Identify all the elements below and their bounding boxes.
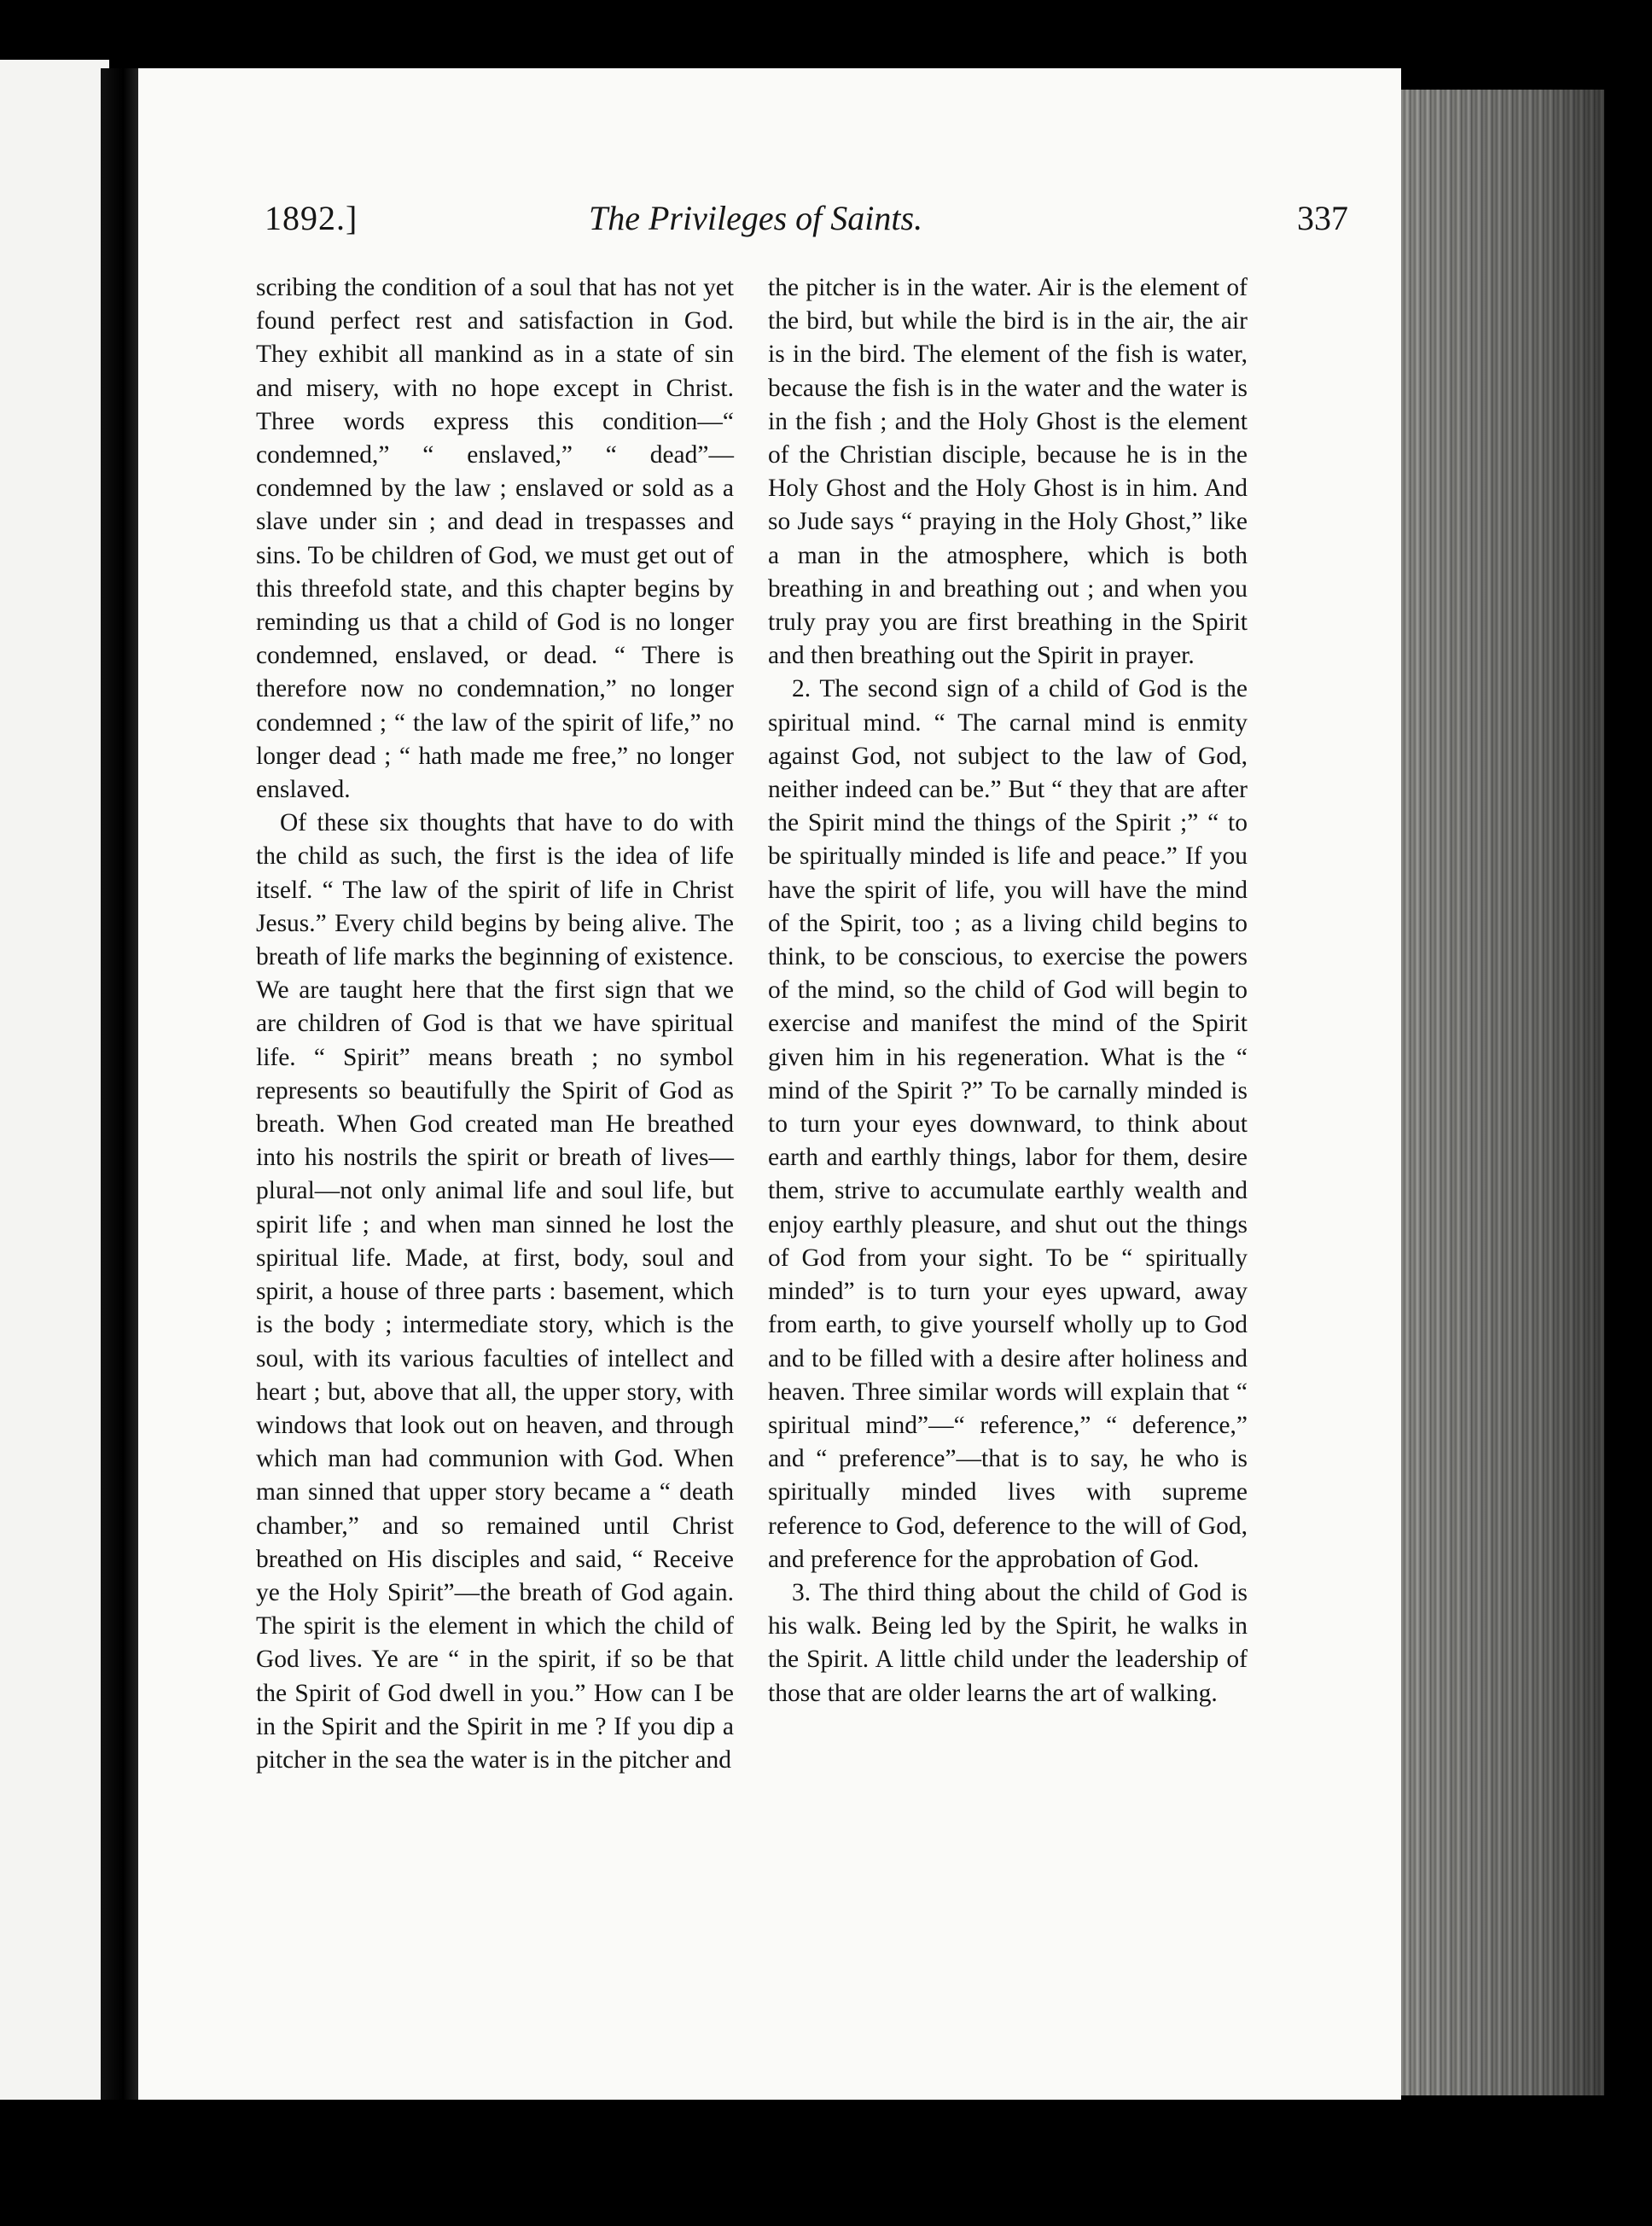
paragraph: 2. The second sign of a child of God is the spiritual mind. “ The carnal mind is enmity against God, not subject to the law of God, neither indeed can be.” But “ they that are after the Spirit mind the things of the Spirit ;” “ to be spiritually minded is life and peace.” If you have the spirit of life, you will have the mind of the Spirit, too ; as a living child begins to think, to be conscious, to exercise the powers of the mind, so the child of God will begin to exercise and manifest the mind of the Spirit given him in his regeneration. What is the “ mind of the Spirit ?” To be carnally minded is to turn your eyes downward, to think about earth and earthly things, labor for them, desire them, strive to accumulate earthly wealth and enjoy earthly pleasure, and shut out the things of God from your sight. To be “ spiritually minded” is to turn your eyes upward, away from earth, to give yourself wholly up to God and to be filled with a desire after holiness and heaven. Three similar words will explain that “ spiritual mind”—“ reference,” “ deference,” and “ preference”—that is to say, he who is spiritually minded lives with supreme reference to God, deference to the will of God, and preference for the approbation of God. — [768, 675, 1248, 1573]
running-title: The Privileges of Saints. — [589, 199, 923, 237]
paragraph: the pitcher is in the water. Air is the element of the bird, but while the bird is in the air, the air is in the bird. The element of the fish is water, because the fish is in the water and the water is in the fish ; and the Holy Ghost is the element of the Christian disciple, because he is in the Holy Ghost and the Holy Ghost is in him. And so Jude says “ praying in the Holy Ghost,” like a man in the atmosphere, which is both breathing in and breathing out ; and when you truly pray you are first breathing in the Spirit and then breathing out the Spirit in prayer. — [768, 274, 1248, 670]
left-text-column — [256, 271, 734, 1777]
paragraph: Of these six thoughts that have to do with the child as such, the first is the idea of life itself. “ The law of the spirit of life in Christ Jesus.” Every child begins by being alive. The breath of life marks the beginning of existence. We are taught here that the first sign that we are children of God is that we have spiritual life. “ Spirit” means breath ; no symbol represents so beautifully the Spirit of God as breath. When God created man He breathed into his nostrils the spirit or breath of lives—plural—not only animal life and soul life, but spirit life ; and when man sinned he lost the spiritual life. Made, at first, body, soul and spirit, a house of three parts : basement, which is the body ; intermediate story, which is the soul, with its various faculties of intellect and heart ; but, above that all, the upper story, with windows that look out on heaven, and through which man had communion with God. When man sinned that upper story became a “ death chamber,” and so remained until Christ breathed on His disciples and said, “ Receive ye the Holy Spirit”—the breath of God again. The spirit is the element in which the child of God lives. Ye are “ in the spirit, if so be that the Spirit of God dwell in you.” How can I be in the Spirit and the Spirit in me ? If you dip a pitcher in the sea the water is in the pitcher and — [256, 809, 734, 1774]
page-block-shadow — [1399, 90, 1604, 2095]
page-number: 337 — [1297, 199, 1348, 237]
right-text-column — [768, 271, 1248, 1710]
facing-page-edge — [0, 60, 109, 2100]
header-year: 1892.] — [265, 199, 358, 237]
book-page — [138, 68, 1401, 2100]
book-gutter — [101, 68, 138, 2100]
paragraph: scribing the condition of a soul that has not yet found perfect rest and satisfaction in God. They exhibit all mankind as in a state of sin and misery, with no hope except in Christ. Three words express this condition—“ condemned,” “ enslaved,” “ dead”—condemned by the law ; enslaved or sold as a slave under sin ; and dead in trespasses and sins. To be children of God, we must get out of this threefold state, and this chapter begins by reminding us that a child of God is no longer condemned, enslaved, or dead. “ There is therefore now no condemnation,” no longer condemned ; “ the law of the spirit of life,” no longer dead ; “ hath made me free,” no longer enslaved. — [256, 274, 734, 804]
paragraph: 3. The third thing about the child of God is his walk. Being led by the Spirit, he walks in the Spirit. A little child under the leadership of those that are older learns the art of walking. — [768, 1578, 1248, 1707]
running-header — [265, 198, 1348, 249]
